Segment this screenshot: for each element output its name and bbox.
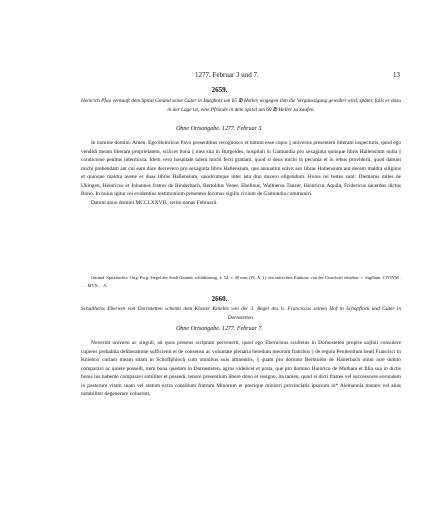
- document-number-2660: 2660.: [211, 295, 228, 303]
- document-number-2659: 2659.: [211, 86, 228, 94]
- charter-text-2659: [81, 139, 401, 207]
- page-number: 13: [393, 71, 400, 79]
- regest-2660: Schultheiss Eberwin von Dornstetten schenkt dem Kloster Kniebis von der 3. Regel des h. Franciscus seinen Hof in Schopflock und Güter in Dornstetten.: [81, 306, 401, 321]
- place-date-2659: Ohne Ortsangabe. 1277. Februar 3.: [176, 126, 263, 132]
- apparatus-2659: [81, 274, 401, 289]
- place-date-2660: Ohne Ortsangabe. 1277. Februar 7.: [176, 326, 263, 332]
- header-date: 1277. Februar 3 und 7.: [195, 71, 259, 79]
- apparatus-note: Gmünd. Spitalarchiv. Orig. Perg. Siegel der Stadt Gmünd, schildförmig, 4. 52, c. 49 mm, (IV. A. 1): ein aufrechtes Einhorn; von der Umschrift erhalten: + .Sigillum .CIVIVM . . . . MVN . . A.: [81, 275, 401, 288]
- charter-text-2660: [81, 339, 401, 399]
- dating-clause: Datum anno domini MCCLXXVII., tertio nonas Februarii.: [91, 199, 218, 206]
- regest-2659: Heinrich Pfau verkauft dem Spital Gmünd seine Güter in Burgholz um 65 ℔ Heller, wogegen ihm die Vergünstigung gewährt wird, später, falls er dazu in der Lage ist, eine Pfründe in dem Spital um 60 ℔ Heller zu kaufen.: [81, 98, 401, 113]
- charter-paragraph: In nomine domini. Amen. Ego Heinricus Pavo presentibus recognosco et notum esse cupio || universis presentem litteram inspecturis, quod ego vendidi meam liberam proprietatem, scilicet bona || mea sita in Burgeldes, hospitali in Gamundia pro sexaginta quinque libris Hallensium nulla || condicione penitus intermixta. Idem vero hospitale talem michi fecit gratiam, quod si deus michi in pecunia et in rebus providerit, quod dabunt michi prebendam aut cui eam dare decrevero pro sexaginta libris Hallensium, que annuatim solvit sex libras Hallensium aut decem maldra siliginis et quinque maldra avene et duas libras Hallensium, quodcumque inter ista duo duxero eligendum. Huius rei testes sunt: Diemarus miles de Ukingen, Heinricus et Johannes fratres de Rinderbach, Bertoldus Vener, Ebelinus, Waltherus Tanzer, Heinricus Aquila, Fridericus sacerdos dictus Rono. In huius igitur rei evidentius testimonium presentes fecimus sigillo civium de Gamundia communiri.: [81, 140, 401, 197]
- charter-paragraph: Noverint universi ac singuli, ad quos presens scriptum pervenerit, quod ego Eberwinus scultetus in Dornesteten proprie sa||luti consulere cupiens prehabita deliberatione sufficienti et de consensu ac voluntate plenaria heredum meorum fratribus || de regula Penitentium beati Francisci in Kniebox curiam meam sitam in Schoffphloch cum omnibus suis attinentiis, || quam pro domino Berhtoldo de Haiterbach omni iure dubito comparavi ac quiete possedi, item bona quedam in Dornesteten, agros videlicet et prata, que pro domino Hainrico de Mulhain et filia sua in dictis bonis ius habente comparavi similiter et possedi, tenore presentium libere dono et resigno, ita tamen, quod si dicti fratres vel successores eorundem in posterum vitam suam vel statum extra consilium fratrum Minorum et precique ministri provincialis ipsorum in* Alemannia mutare vel alias notabiliter degenerare voluerint,: [81, 340, 401, 397]
